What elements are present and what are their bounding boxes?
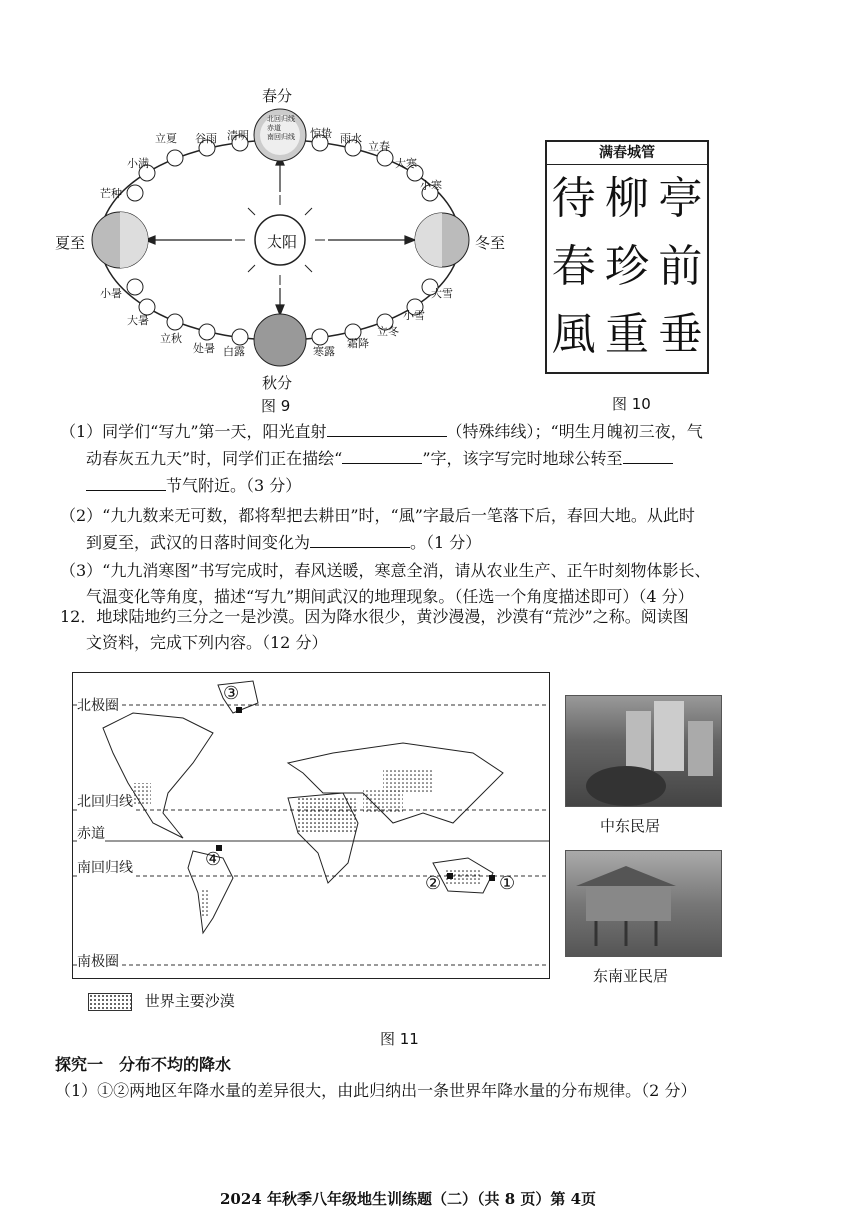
grid-char: 前 bbox=[658, 241, 703, 292]
figure10-caption: 图 10 bbox=[612, 395, 651, 413]
question-11 bbox=[60, 418, 820, 610]
grid-char: 待 bbox=[551, 173, 596, 224]
figure10-header: 满春城管 bbox=[547, 142, 707, 165]
figure-9 bbox=[55, 85, 515, 420]
q11-text: （特殊纬线）；“明生月魄初三夜，气 bbox=[446, 422, 703, 441]
q12-line2: 文资料，完成下列内容。（12 分） bbox=[86, 633, 328, 652]
photo2-label: 东南亚民居 bbox=[593, 967, 669, 985]
lat-arctic-circle: 北极圈 bbox=[77, 695, 119, 715]
term-liqiu: 立秋 bbox=[160, 332, 182, 345]
term-xiaoshu: 小暑 bbox=[100, 287, 122, 300]
desert-legend-swatch bbox=[88, 993, 132, 1011]
term-dahan: 大寒 bbox=[395, 157, 417, 170]
q12-line1: 12．地球陆地约三分之一是沙漠。因为降水很少，黄沙漫漫，沙漠有“荒沙”之称。阅读图 bbox=[60, 607, 689, 626]
explore-section-1 bbox=[55, 1052, 815, 1104]
map-legend bbox=[88, 990, 235, 1011]
q11-part1-line2 bbox=[60, 445, 820, 472]
globe-autumn-icon bbox=[254, 314, 306, 366]
term-lixia: 立夏 bbox=[155, 132, 177, 145]
term-autumn-equinox: 秋分 bbox=[262, 374, 293, 392]
term-xiaoxue: 小雪 bbox=[403, 309, 425, 322]
lat-equator: 赤道 bbox=[77, 823, 105, 843]
stilt-house-image bbox=[566, 851, 721, 956]
answer-blank[interactable] bbox=[310, 529, 410, 548]
term-dashu: 大暑 bbox=[127, 314, 149, 327]
term-mangzhong: 芒种 bbox=[100, 187, 122, 200]
middle-east-house-photo bbox=[565, 695, 722, 807]
answer-blank[interactable] bbox=[342, 445, 422, 464]
term-yushui: 雨水 bbox=[340, 132, 362, 145]
nine-nine-grid bbox=[547, 165, 707, 369]
grid-char: 風 bbox=[551, 309, 596, 360]
term-qingming: 清明 bbox=[227, 129, 249, 142]
map-graphic bbox=[73, 673, 549, 978]
globe-label-tropic-capricorn: 南回归线 bbox=[267, 133, 295, 141]
term-shuangjiang: 霜降 bbox=[347, 337, 369, 350]
term-lidong: 立冬 bbox=[377, 325, 399, 338]
lat-tropic-capricorn: 南回归线 bbox=[77, 857, 133, 877]
globe-spring-labels bbox=[267, 115, 295, 142]
figure9-caption: 图 9 bbox=[261, 397, 291, 415]
q11-part2-line2 bbox=[60, 529, 820, 556]
answer-blank[interactable] bbox=[327, 418, 447, 437]
q11-part2-line1: （2）“九九数来无可数，都将犁把去耕田”时，“風”字最后一笔落下后，春回大地。从此时 bbox=[60, 506, 695, 525]
term-lichun: 立春 bbox=[368, 140, 390, 153]
grid-char: 柳 bbox=[604, 173, 649, 224]
grid-char: 春 bbox=[551, 241, 596, 292]
globe-label-equator: 赤道 bbox=[267, 124, 281, 132]
term-chushu: 处暑 bbox=[193, 342, 215, 355]
building-image bbox=[566, 696, 721, 806]
marker-4: ④ bbox=[205, 849, 222, 870]
southeast-asia-house-photo bbox=[565, 850, 722, 957]
photo1-label: 中东民居 bbox=[600, 817, 661, 835]
q11-text: 动春灰五九天”时，同学们正在描绘“ bbox=[86, 449, 343, 468]
figure11-caption: 图 11 bbox=[380, 1030, 419, 1048]
page-footer: 2024 年秋季八年级地生训练题（二）（共 8 页）第 4页 bbox=[220, 1190, 597, 1208]
answer-blank[interactable] bbox=[623, 445, 673, 464]
globe-label-tropic-cancer: 北回归线 bbox=[267, 115, 295, 123]
q11-part1-line3 bbox=[60, 472, 820, 499]
grid-char: 珍 bbox=[604, 241, 649, 292]
sun-label: 太阳 bbox=[267, 233, 298, 251]
explore1-title: 探究一 分布不均的降水 bbox=[55, 1055, 232, 1074]
term-jingzhe: 惊蛰 bbox=[310, 127, 332, 140]
term-xiaohan: 小寒 bbox=[420, 179, 442, 192]
term-summer-solstice: 夏至 bbox=[55, 234, 86, 252]
term-xiaoman: 小满 bbox=[127, 157, 149, 170]
q11-text: 到夏至，武汉的日落时间变化为 bbox=[86, 533, 311, 552]
world-desert-map bbox=[72, 672, 550, 979]
term-daxue: 大雪 bbox=[431, 287, 453, 300]
q11-part3-line1: （3）“九九消寒图”书写完成时，春风送暖，寒意全消，请从农业生产、正午时刻物体影长、 bbox=[60, 561, 711, 580]
q11-text: ”字，该字写完时地球公转至 bbox=[422, 449, 623, 468]
term-guyu: 谷雨 bbox=[195, 132, 217, 145]
lat-antarctic-circle: 南极圈 bbox=[77, 951, 119, 971]
term-spring-equinox: 春分 bbox=[262, 87, 293, 105]
globe-winter-icon bbox=[415, 213, 469, 267]
term-hanlu: 寒露 bbox=[313, 345, 335, 358]
q11-part1-line1 bbox=[60, 418, 820, 445]
figure-10 bbox=[545, 140, 709, 374]
term-bailu: 白露 bbox=[223, 345, 245, 358]
q11-text: 节气附近。（3 分） bbox=[166, 476, 302, 495]
marker-1: ① bbox=[499, 873, 516, 894]
marker-2: ② bbox=[425, 873, 442, 894]
term-winter-solstice: 冬至 bbox=[475, 234, 506, 252]
globe-summer-icon bbox=[92, 212, 148, 268]
grid-char: 垂 bbox=[658, 309, 703, 360]
legend-label: 世界主要沙漠 bbox=[144, 992, 235, 1010]
q11-text: （1）同学们“写九”第一天，阳光直射 bbox=[60, 422, 327, 441]
question-12 bbox=[60, 604, 820, 656]
q11-text: 。（1 分） bbox=[410, 533, 482, 552]
marker-3: ③ bbox=[223, 683, 240, 704]
explore1-question-1: （1）①②两地区年降水量的差异很大，由此归纳出一条世界年降水量的分布规律。（2 分） bbox=[55, 1081, 697, 1100]
grid-char: 重 bbox=[604, 309, 649, 360]
grid-char: 亭 bbox=[658, 173, 703, 224]
lat-tropic-cancer: 北回归线 bbox=[77, 791, 133, 811]
answer-blank[interactable] bbox=[86, 472, 166, 491]
q11-part3-line2: 气温变化等角度，描述“写九”期间武汉的地理现象。（任选一个角度描述即可）（4 分） bbox=[86, 587, 694, 606]
